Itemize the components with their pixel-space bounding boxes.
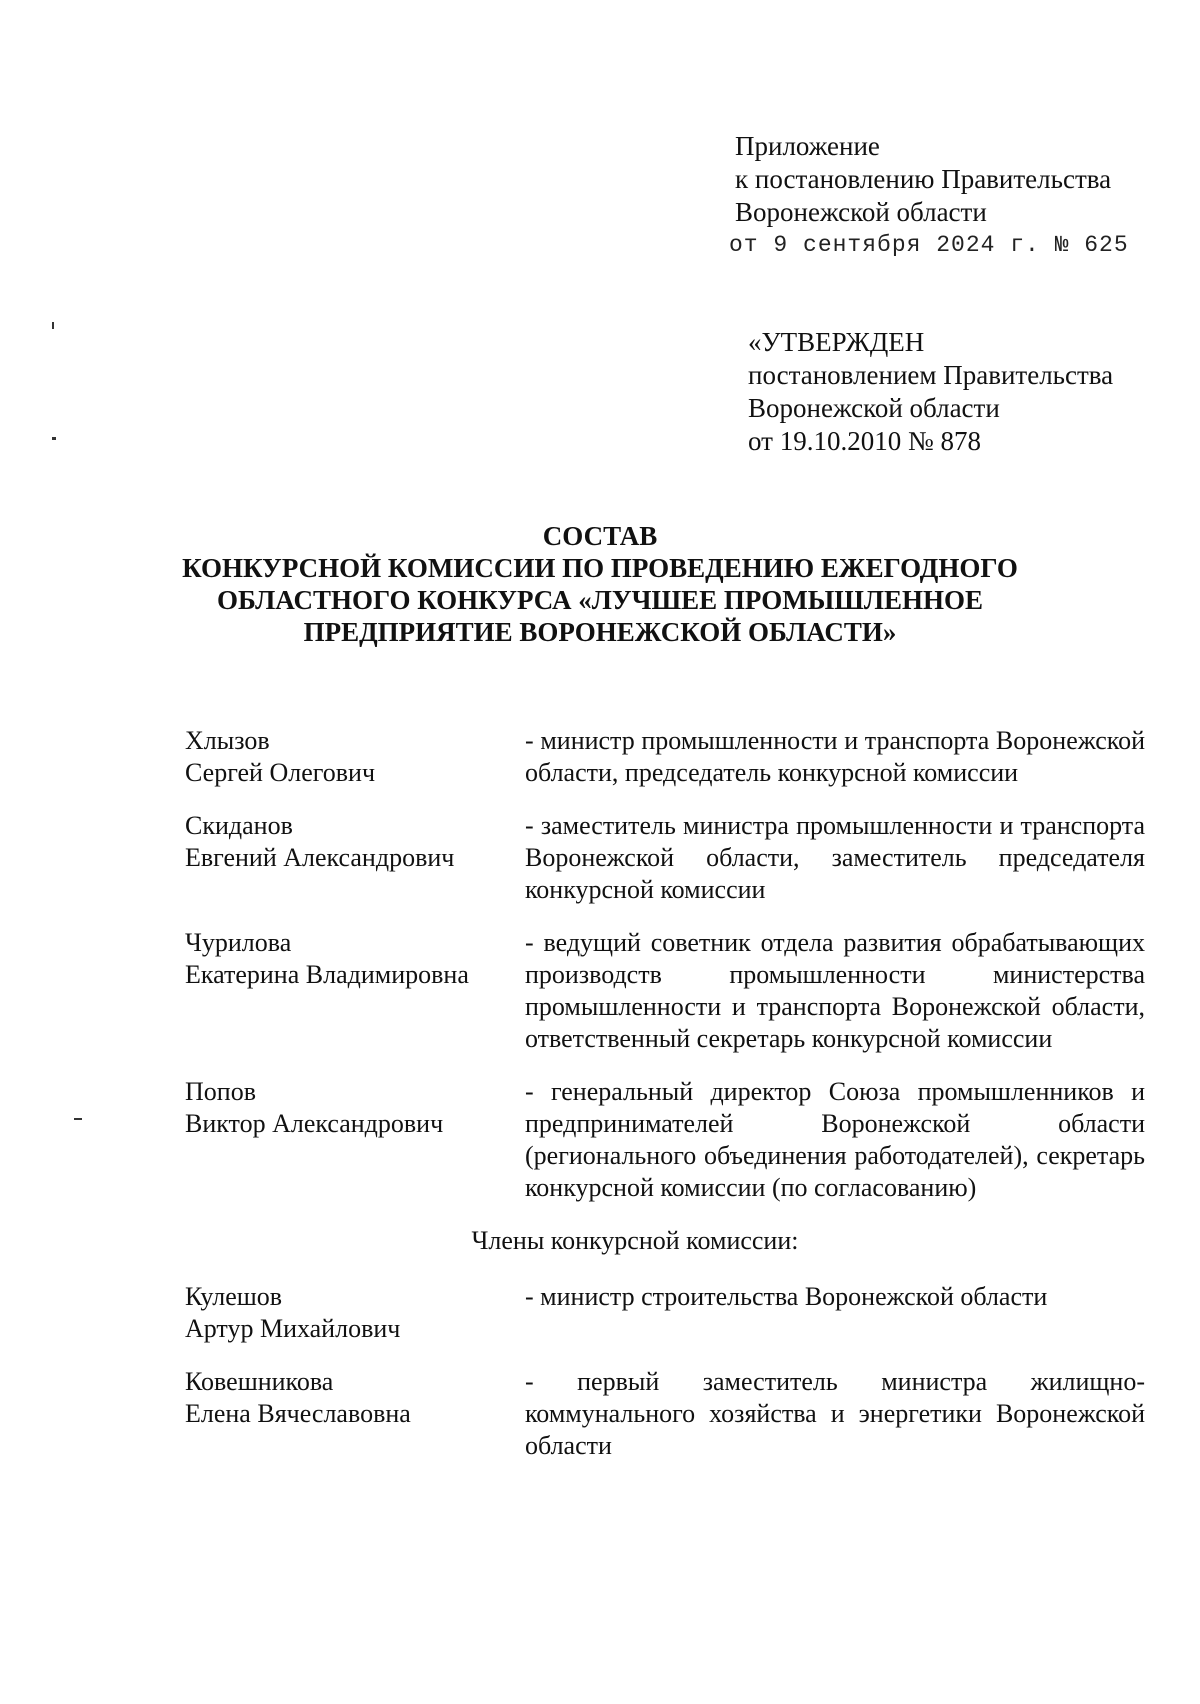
member-given-name: Елена Вячеславовна xyxy=(185,1399,411,1428)
member-surname: Кулешов xyxy=(185,1282,283,1311)
member-given-name: Екатерина Владимировна xyxy=(185,960,469,989)
member-given-name: Евгений Александрович xyxy=(185,843,455,872)
member-given-name: Виктор Александрович xyxy=(185,1109,444,1138)
member-name xyxy=(185,927,525,1055)
member-row xyxy=(185,1076,1145,1204)
member-row xyxy=(185,1366,1145,1462)
member-name xyxy=(185,1076,525,1204)
member-row xyxy=(185,927,1145,1055)
member-surname: Попов xyxy=(185,1077,256,1106)
approved-line: Воронежской области xyxy=(748,393,1000,423)
appendix-title: Приложение xyxy=(735,131,880,161)
member-surname: Хлызов xyxy=(185,726,270,755)
member-role: - министр промышленности и транспорта Воронежской области, председатель конкурсной комиссии xyxy=(525,726,1145,787)
appendix-line: Воронежской области xyxy=(735,197,987,227)
scan-speck xyxy=(52,322,54,329)
member-role: - ведущий советник отдела развития обрабатывающих производств промышленности министерства промышленности и транспорта Воронежской области, ответственный секретарь конкурсной комиссии xyxy=(525,928,1145,1053)
member-role: - заместитель министра промышленности и транспорта Воронежской области, заместитель председателя конкурсной комиссии xyxy=(525,811,1145,904)
appendix-line: к постановлению Правительства xyxy=(735,164,1112,194)
title-line: ОБЛАСТНОГО КОНКУРСА «ЛУЧШЕЕ ПРОМЫШЛЕННОЕ xyxy=(217,585,983,615)
member-name xyxy=(185,725,525,789)
member-name xyxy=(185,810,525,906)
members-heading: Члены конкурсной комиссии: xyxy=(471,1226,799,1255)
member-role: - министр строительства Воронежской области xyxy=(525,1282,1048,1311)
scan-speck xyxy=(74,1118,82,1120)
member-given-name: Сергей Олегович xyxy=(185,758,376,787)
member-surname: Скиданов xyxy=(185,811,293,840)
commission-list xyxy=(185,725,1145,1483)
member-given-name: Артур Михайлович xyxy=(185,1314,401,1343)
scan-speck xyxy=(52,437,56,440)
approved-line: постановлением Правительства xyxy=(748,360,1114,390)
member-role: - первый заместитель министра жилищно-коммунального хозяйства и энергетики Воронежской области xyxy=(525,1367,1145,1460)
member-role: - генеральный директор Союза промышленников и предпринимателей Воронежской области (регионального объединения работодателей), секретарь конкурсной комиссии (по согласованию) xyxy=(525,1077,1145,1202)
appendix-block xyxy=(729,130,1129,262)
title-line: КОНКУРСНОЙ КОМИССИИ ПО ПРОВЕДЕНИЮ ЕЖЕГОДНОГО xyxy=(182,553,1018,583)
member-name xyxy=(185,1281,525,1345)
member-name xyxy=(185,1366,525,1462)
approved-block xyxy=(748,326,1113,458)
member-surname: Ковешникова xyxy=(185,1367,334,1396)
member-row xyxy=(185,725,1145,789)
member-row xyxy=(185,1281,1145,1345)
member-surname: Чурилова xyxy=(185,928,292,957)
appendix-date-number: от 9 сентября 2024 г. № 625 xyxy=(729,232,1129,258)
member-row xyxy=(185,810,1145,906)
title-line: ПРЕДПРИЯТИЕ ВОРОНЕЖСКОЙ ОБЛАСТИ» xyxy=(303,617,897,647)
document-title xyxy=(150,520,1050,648)
approved-date-number: от 19.10.2010 № 878 xyxy=(748,426,981,456)
approved-title: «УТВЕРЖДЕН xyxy=(748,327,925,357)
title-line: СОСТАВ xyxy=(542,521,658,551)
